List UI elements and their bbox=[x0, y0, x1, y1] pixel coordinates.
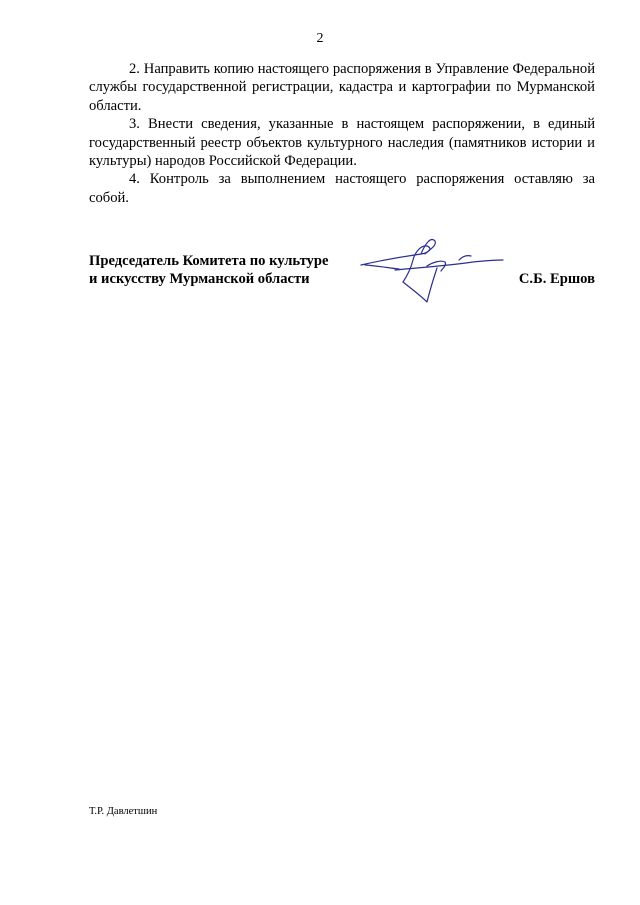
document-body bbox=[89, 60, 595, 207]
handwritten-signature bbox=[355, 238, 505, 318]
signer-title-line-2: и искусству Мурманской области bbox=[89, 271, 310, 288]
paragraph-4: 4. Контроль за выполнением настоящего распоряжения оставляю за собой. bbox=[89, 171, 595, 206]
signer-name: С.Б. Ершов bbox=[518, 271, 595, 288]
page-number: 2 bbox=[316, 31, 324, 46]
signer-title bbox=[89, 252, 328, 289]
paragraph-3: 3. Внести сведения, указанные в настоящем распоряжении, в единый государственный реестр объектов культурного наследия (памятников истории и культуры) народов Российской Федерации. bbox=[89, 116, 595, 170]
executor-name: Т.Р. Давлетшин bbox=[89, 806, 158, 817]
signer-title-line-1: Председатель Комитета по культуре bbox=[89, 253, 329, 269]
signature-block bbox=[89, 252, 595, 322]
paragraph-2: 2. Направить копию настоящего распоряжения в Управление Федеральной службы государственной регистрации, кадастра и картографии по Мурманской области. bbox=[89, 61, 595, 114]
